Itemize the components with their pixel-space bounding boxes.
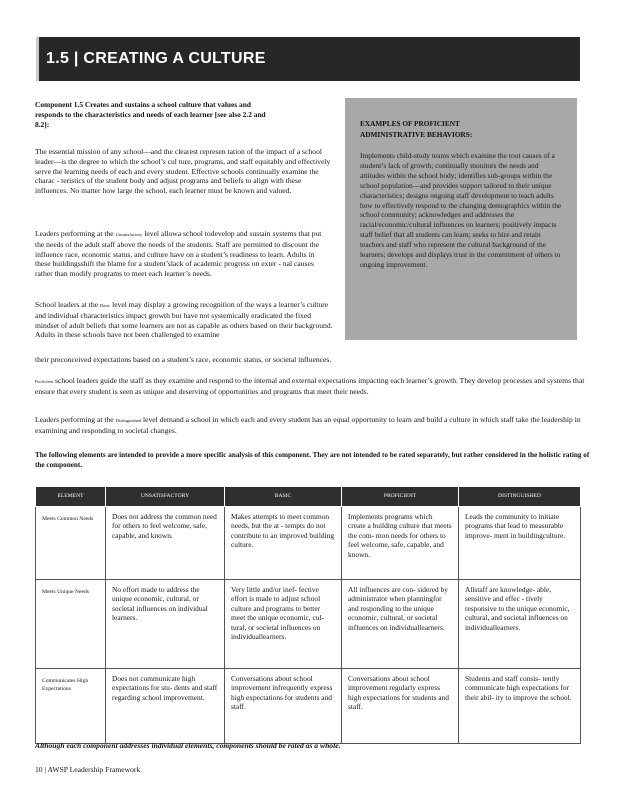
level-basic: Basic [99,303,111,308]
page-title: 1.5 | CREATING A CULTURE [46,50,266,67]
header-basic: BASIC [225,487,342,507]
level-proficient: Proficient [35,379,54,384]
table-cell: Does not address the common need for others to feel welcome, safe, capable, and known. [106,507,225,580]
element-label: Meets Common Needs [36,507,106,580]
table-cell: Conversations about school improvement infrequently express high expectations for students and staff. [225,669,342,744]
paragraph-unsatisfactory [35,229,331,279]
table-cell: Makes attempts to meet common needs, but the at - tempts do not contribute to an improved building culture. [225,507,342,580]
component-intro: Component 1.5 Creates and sustains a school culture that values and responds to the characteristics and needs of each learner [see also 2.2 and 8.2]: [35,100,266,129]
p2-rest: level allowa school todevelop and sustain systems that put the needs of the adult staff above the needs of the students. Staff are permitted to discount the influence race, economic status, and culture have on a student’s readiness to learn. Adults in these buildingsshift the blame for a student’slack of academic progress on exter - nal causes rather than modify programs to meet each learner’s needs. [35,229,322,279]
table-cell: Students and staff consis- tently communicate high expectations for their abil- ity to improve the school. [459,669,581,744]
header-unsatisfactory: UNSATISFACTORY [106,487,225,507]
element-label: Communicates High Expectations [36,669,106,744]
table-cell: No effort made to address the unique economic, cultural, or societal influences on individual learners. [106,580,225,669]
p2-lead: Leaders performing at the [35,229,114,238]
sidebar-title-line2: ADMINISTRATIVE BEHAVIORS: [360,130,473,139]
p3-lead: School leaders at the [35,300,99,309]
p4-rest: school leaders guide the staff as they examine and respond to the internal and external expectations impacting each learner’s growth. They develop processes and systems that ensure that every student is seen as unique and deserving of opportunities and programs that meet their needs. [35,376,585,396]
table-cell: Does not communicate high expectations for stu- dents and staff regarding school improvement. [106,669,225,744]
header-proficient: PROFICIENT [342,487,459,507]
rubric-table [35,486,581,744]
paragraph-mission: The essential mission of any school—and the clearest represen tation of the impact of a school leader—is the degree to which the school’s cul ture, programs, and staff equitably and effectively serve the learning needs of each and every student. Effective schools continually examine the charac - teristics of the student body and adjust programs and beliefs to align with these influences. No matter how large the school, each learner must be known and valued. [35,147,331,196]
level-distinguished: Distinguished [115,418,142,423]
closing-note: Although each component addresses individual elements, components should be rated as a whole. [35,741,341,750]
table-cell: Implements programs which create a building culture that meets the com- mon needs for others to feel welcome, safe, capable, and known. [342,507,459,580]
examples-sidebar [345,98,577,340]
sidebar-body: Implements child-study teams which examine the root causes of a student’s lack of growth; continually monitors the needs and attitudes within the school body; identifies sub-groups within the school population—and provides support tailored to their unique characteristics; designs ongoing staff development to teach adults how to effectively respond to the changing demographics within the school community; acknowledges and addresses the racial/economic/cultural influences on learners; positively impacts staff belief that all students can learn; seeks to hire and retain teachers and staff who represent the cultural background of the learners; develops and displays trust in the commitment of others to ongoing improvement. [360,151,562,269]
title-accent [36,37,39,81]
table-cell: Very little and/or inef- fective effort is made to adjust school culture and programs to better meet the unique economic, cul- tural, or societal influences on individuallearners. [225,580,342,669]
table-cell: All influences are con- sidered by administrator when planningfor and responding to the unique economic, cultural, or societal influences on individuallearners. [342,580,459,669]
section-title-bar [36,37,580,81]
table-header-row [36,487,581,507]
p3-rest: level may display a growing recognition of the ways a learner’s culture and individual characteristics impact growth but have not systemically eradicated the fixed mindset of adult beliefs that some learners are not as capable as others based on their background. Adults in these schools have not been challenged to examine [35,300,333,340]
element-label: Meets Unique Needs [36,580,106,669]
table-cell: Allstaff are knowledge- able, sensitive and effec - tively responsive to the unique economic, cultural, and societal influences on individuallearners. [459,580,581,669]
paragraph-basic [35,300,333,340]
table-row [36,669,581,744]
table-row [36,580,581,669]
paragraph-distinguished [35,415,585,436]
elements-note: The following elements are intended to provide a more specific analysis of this component. They are not intended to be rated separately, but rather considered in the holistic rating of the component. [35,451,590,469]
level-unsatisfactory: Unsatisfactory [115,232,143,237]
paragraph-proficient [35,376,585,397]
p5-rest: level demand a school in which each and every student has an equal opportunity to learn and build a culture in which staff take the leadership in examining and responding to societal changes. [35,415,581,435]
table-cell: Leads the community to initiate programs that lead to measurable improve- ment in buildingculture. [459,507,581,580]
header-distinguished: DISTINGUISHED [459,487,581,507]
page-footer: 10 | AWSP Leadership Framework [35,765,141,774]
table-row [36,507,581,580]
sidebar-title-line1: EXAMPLES OF PROFICIENT [360,119,460,128]
header-element: ELEMENT [36,487,106,507]
paragraph-basic-continued: their preconceived expectations based on a student’s race, economic status, or societal influences. [35,355,332,364]
table-cell: Conversations about school improvement regularly express high expectations for students and staff. [342,669,459,744]
sidebar-title [360,118,563,140]
p5-lead: Leaders performing at the [35,415,114,424]
